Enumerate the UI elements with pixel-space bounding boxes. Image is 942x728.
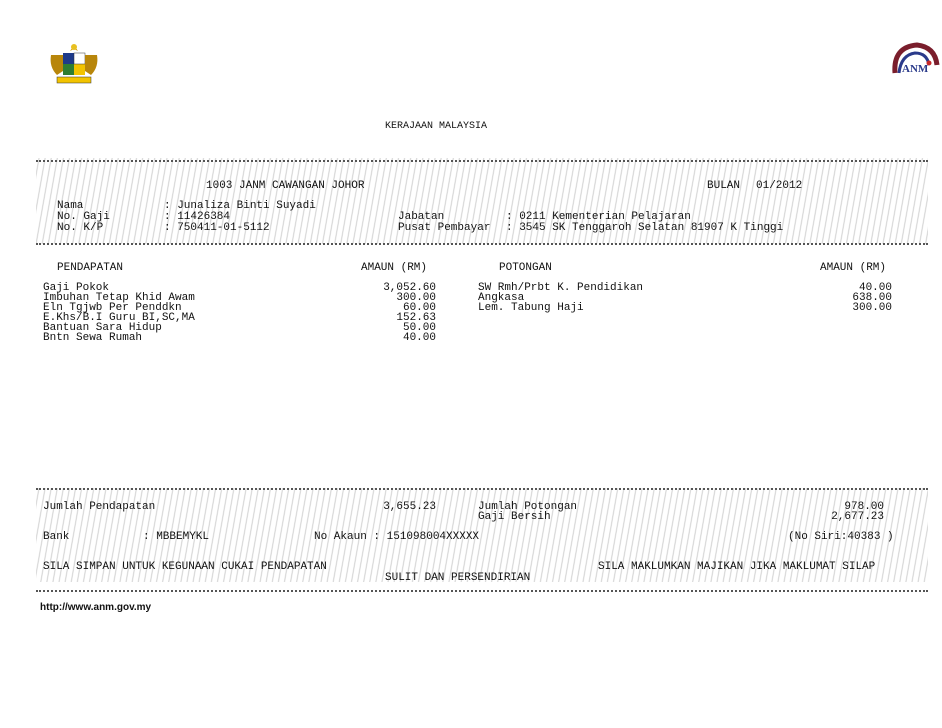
nama-value: : Junaliza Binti Suyadi: [164, 200, 316, 212]
gaji-value: : 11426384: [164, 211, 231, 223]
bank-value: : MBBEMYKL: [143, 531, 210, 543]
deduction-label: SW Rmh/Prbt K. Pendidikan: [478, 282, 644, 294]
kp-label: No. K/P: [57, 222, 104, 234]
nama-label: Nama: [57, 200, 84, 212]
earning-label: Gaji Pokok: [43, 282, 110, 294]
jabatan-value: : 0211 Kementerian Pelajaran: [506, 211, 691, 223]
amaun-left-header: AMAUN (RM): [361, 262, 428, 274]
earning-label: Eln Tgjwb Per Penddkn: [43, 302, 182, 314]
divider-header-bottom: [36, 243, 928, 245]
pendapatan-header: PENDAPATAN: [57, 262, 124, 274]
potongan-header: POTONGAN: [499, 262, 552, 274]
bank-label: Bank: [43, 531, 70, 543]
employer-note: SILA MAKLUMKAN MAJIKAN JIKA MAKLUMAT SILAP: [598, 561, 876, 573]
jumlah-pendapatan-value: 3,655.23: [383, 501, 436, 513]
deduction-label: Lem. Tabung Haji: [478, 302, 584, 314]
month-label: BULAN: [707, 180, 741, 192]
deduction-amount: 638.00: [852, 292, 892, 304]
deduction-amount: 300.00: [852, 302, 892, 314]
gaji-label: No. Gaji: [57, 211, 110, 223]
earning-amount: 3,052.60: [383, 282, 436, 294]
classification: SULIT DAN PERSENDIRIAN: [385, 572, 531, 584]
malaysia-coat-of-arms-logo: [34, 30, 88, 76]
page-title: KERAJAAN MALAYSIA: [385, 121, 488, 132]
siri-value: (No Siri:40383 ): [788, 531, 894, 543]
website-url: http://www.anm.gov.my: [40, 602, 152, 613]
earning-amount: 50.00: [402, 322, 436, 334]
earning-amount: 300.00: [396, 292, 436, 304]
gaji-bersih-label: Gaji Bersih: [478, 511, 551, 523]
earning-amount: 40.00: [402, 332, 436, 344]
month-value: 01/2012: [756, 180, 803, 192]
pusat-value: : 3545 SK Tenggaroh Selatan 81907 K Tinggi: [506, 222, 784, 234]
anm-logo-text: ANM: [902, 63, 929, 75]
earning-amount: 60.00: [402, 302, 436, 314]
jabatan-label: Jabatan: [398, 211, 445, 223]
jumlah-pendapatan-label: Jumlah Pendapatan: [43, 501, 156, 513]
jumlah-potongan-label: Jumlah Potongan: [478, 501, 578, 513]
deduction-label: Angkasa: [478, 292, 525, 304]
pusat-label: Pusat Pembayar: [398, 222, 491, 234]
divider-top: [36, 160, 928, 162]
branch-name: 1003 JANM CAWANGAN JOHOR: [206, 180, 365, 192]
amaun-right-header: AMAUN (RM): [820, 262, 887, 274]
earning-label: Bantuan Sara Hidup: [43, 322, 162, 334]
akaun-value: No Akaun : 151098004XXXXX: [314, 531, 480, 543]
divider-totals-top: [36, 488, 928, 490]
earning-label: Bntn Sewa Rumah: [43, 332, 143, 344]
divider-bottom: [36, 590, 928, 592]
earning-label: E.Khs/B.I Guru BI,SC,MA: [43, 312, 195, 324]
gaji-bersih-value: 2,677.23: [831, 511, 884, 523]
deduction-amount: 40.00: [858, 282, 892, 294]
earning-label: Imbuhan Tetap Khid Awam: [43, 292, 195, 304]
tax-note: SILA SIMPAN UNTUK KEGUNAAN CUKAI PENDAPATAN: [43, 561, 327, 573]
earning-amount: 152.63: [396, 312, 436, 324]
kp-value: : 750411-01-5112: [164, 222, 270, 234]
jumlah-potongan-value: 978.00: [844, 501, 884, 513]
